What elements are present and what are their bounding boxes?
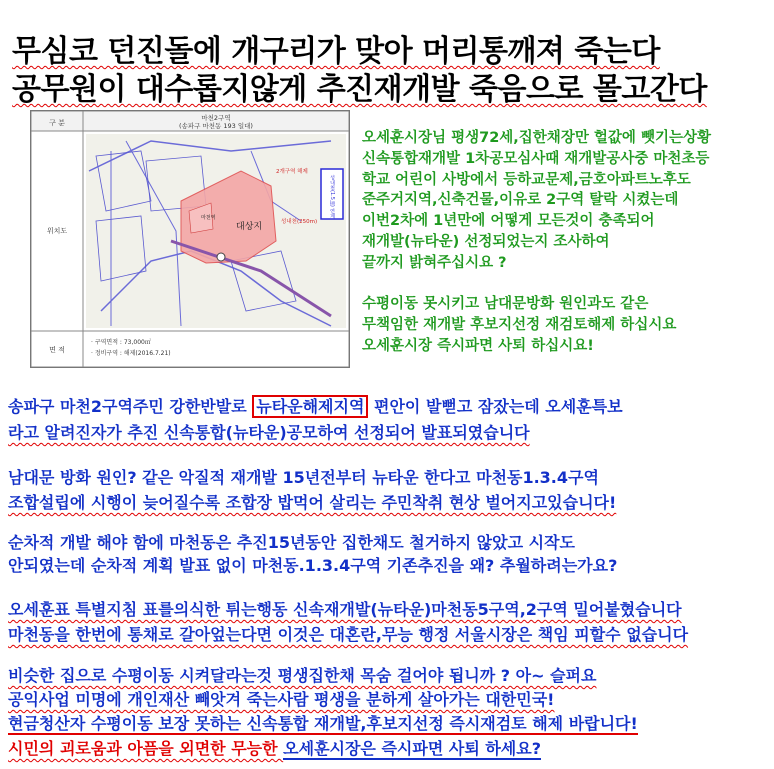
header-col2-line2: (송파구 마천동 193 일대)	[179, 122, 253, 130]
green-line: 이번2차에 1년만에 어떻게 모든것이 충족되어	[362, 213, 655, 230]
closing-red-text: 시민의 괴로움과 아픔을 외면한 무능한	[8, 739, 284, 758]
p4-line-1: 오세훈표 특별지침 표를의식한 튀는행동 신속재개발(뉴타운)마천동5구역,2구역 밀어붙혔습니다	[8, 600, 682, 619]
station-label: 마천역	[201, 215, 216, 221]
box-label: 성내천(1.5㎞) 연계	[329, 175, 335, 219]
green-line: 끝까지 밝혀주십시요 ?	[362, 254, 507, 271]
red-label-1: 2개구역 해제	[276, 169, 308, 175]
closing-blue-text: 오세훈시장은 즉시파면 사퇴 하세요?	[283, 739, 541, 758]
headline-line-1: 무심코 던진돌에 개구리가 맞아 머리통깨져 죽는다	[12, 34, 660, 69]
headline-line-2: 공무원이 대수롭지않게 추진재개발 죽음으로 몰고간다	[12, 72, 707, 107]
header-col2-line1: 마천2구역	[201, 114, 231, 122]
p3-line-1: 순차적 개발 해야 함에 마천동은 추진15년동안 집한채도 철거하지 않았고 시작도	[8, 533, 575, 552]
p2-line-1: 남대문 방화 원인? 같은 악질적 재개발 15년전부터 뉴타운 한다고 마천동1.3.4구역	[8, 468, 599, 487]
newtown-release-highlight: 뉴타운해제지역	[252, 395, 368, 418]
green-line: 무책임한 재개발 후보지선정 재검토해제 하십시요	[362, 317, 677, 334]
header-col1: 구 분	[49, 119, 65, 127]
green-line: 오세훈시장 즉시파면 사퇴 하십시요!	[362, 337, 594, 354]
row-label-location: 위치도	[46, 227, 68, 235]
green-line: 신속통합재개발 1차공모심사때 재개발공사중 마천초등	[362, 150, 710, 167]
green-line: 오세훈시장님 평생72세,집한채장만 헐값에 뺏기는상황	[362, 130, 711, 146]
green-line: 수평이동 못시키고 남대문방화 원인과도 같은	[362, 296, 649, 313]
green-line: 준주거지역,신축건물,이유로 2구역 탈락 시켰는데	[362, 192, 679, 209]
p1-line-1: 송파구 마천2구역주민 강한반발로 뉴타운해제지역 편안이 발뻗고 잠잤는데 오세훈특보	[8, 397, 623, 416]
green-line: 학교 어린이 사방에서 등하교문제,금호아파트노후도	[362, 171, 691, 188]
red-label-2: 성내천(250m)	[281, 219, 318, 225]
green-paragraph	[362, 128, 711, 357]
p1-line-2: 라고 알려진자가 추진 신속통합(뉴타운)공모하여 선정되어 발표되였습니다	[8, 423, 530, 442]
p5-line-1: 비슷한 집으로 수평이동 시켜달라는것 평생집한채 목숨 걸어야 됩니까 ? 아~ 슬퍼요	[8, 666, 597, 685]
target-label: 대상지	[236, 222, 263, 232]
p4-line-2: 마천동을 한번에 통채로 갈아엎는다면 이것은 대혼란,무능 행정 서울시장은 책임 피할수 없습니다	[8, 625, 689, 644]
location-map-figure	[30, 110, 350, 368]
green-line	[362, 274, 711, 295]
area-note-1: · 구역면적 : 73,000㎡	[91, 339, 151, 346]
p2-line-2: 조합설립에 시행이 늦어질수록 조합장 밥먹어 살리는 주민착취 현상 벌어지고있습니다!	[8, 493, 617, 512]
row-label-area: 면 적	[49, 346, 65, 354]
location-map-svg	[31, 111, 349, 367]
p5-line-2: 공익사업 미명에 개인재산 빼앗겨 죽는사람 평생을 분하게 살아가는 대한민국!	[8, 690, 555, 709]
station-icon	[217, 253, 225, 261]
closing-line	[8, 736, 541, 759]
p3-line-2: 안되였는데 순차적 계획 발표 없이 마천동.1.3.4구역 기존추진을 왜? 추월하려는가요?	[8, 556, 618, 575]
green-line: 재개발(뉴타운) 선정되었는지 조사하여	[362, 233, 610, 250]
area-note-2: · 정비구역 : 해제(2016.7.21)	[91, 350, 171, 357]
p5-line-3: 현금청산자 수평이동 보장 못하는 신속통합 재개발,후보지선정 즉시재검토 해제 바랍니다!	[8, 714, 638, 733]
